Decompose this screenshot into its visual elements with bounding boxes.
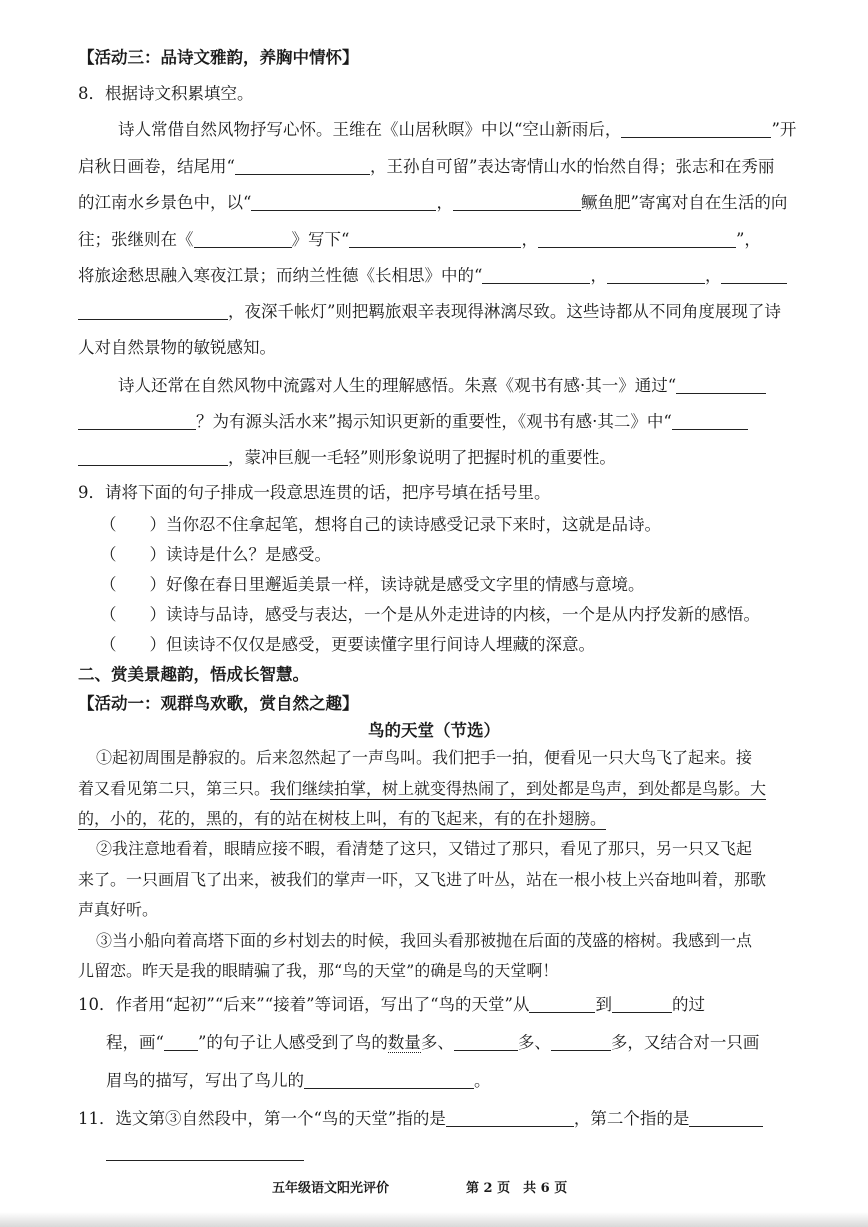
passage-line bbox=[78, 806, 606, 829]
answer-blank[interactable] bbox=[612, 995, 672, 1013]
passage-line: ②我注意地看着，眼睛应接不暇，看清楚了这只，又错过了那只，看见了那只，另一只又飞起 bbox=[96, 839, 753, 858]
q8-text: ， bbox=[590, 266, 607, 285]
order-bracket[interactable]: （ ） bbox=[100, 575, 166, 594]
section-header: 二、赏美景趣韵，悟成长智慧。 bbox=[78, 665, 309, 684]
passage-line bbox=[78, 776, 766, 799]
q10-text: 眉鸟的描写，写出了鸟儿的 bbox=[106, 1071, 304, 1090]
answer-blank[interactable] bbox=[78, 412, 196, 430]
q8-text: ？为有源头活水来”揭示知识更新的重要性，《观书有感·其二》中“ bbox=[196, 412, 672, 431]
q10-text: 多、 bbox=[420, 1033, 454, 1052]
q8-text: ，王孙自可留”表达寄情山水的怡然自得；张志和在秀丽 bbox=[369, 157, 775, 176]
q8-text: 鳜鱼肥”寄寓对自在生活的向 bbox=[580, 193, 788, 212]
q8-line-4 bbox=[78, 226, 761, 250]
q9-item bbox=[100, 511, 661, 535]
passage-line: ③当小船向着高塔下面的乡村划去的时候，我回头看那被抛在后面的茂盛的榕树。我感到一点 bbox=[96, 931, 753, 950]
answer-blank[interactable] bbox=[551, 1033, 611, 1051]
q8-line-7: 人对自然景物的敏锐感知。 bbox=[78, 338, 276, 357]
q8-text: 诗人还常在自然风物中流露对人生的理解感悟。朱熹《观书有感·其一》通过“ bbox=[118, 376, 677, 395]
q8-text: ，蒙冲巨舰一毛轻”则形象说明了把握时机的重要性。 bbox=[228, 448, 616, 467]
passage-title: 鸟的天堂（节选） bbox=[368, 721, 500, 740]
answer-blank[interactable] bbox=[672, 412, 748, 430]
q9-sentence: 读诗与品诗，感受与表达，一个是从外走进诗的内核，一个是从内抒发新的感悟。 bbox=[166, 605, 760, 624]
q11-text: 11．选文第③自然段中，第一个“鸟的天堂”指的是 bbox=[78, 1109, 446, 1128]
q8-text: 的江南水乡景色中，以“ bbox=[78, 193, 252, 212]
answer-blank[interactable] bbox=[529, 995, 595, 1013]
q8-line-2 bbox=[78, 153, 774, 177]
passage-line: 声真好听。 bbox=[78, 900, 159, 919]
underlined-sentence: 我们继续拍掌，树上就变得热闹了，到处都是鸟声，到处都是鸟影。大 bbox=[270, 779, 767, 798]
question-8-stem: 8．根据诗文积累填空。 bbox=[78, 84, 254, 103]
q9-sentence: 但读诗不仅仅是感受，更要读懂字里行间诗人埋藏的深意。 bbox=[166, 635, 595, 654]
order-bracket[interactable]: （ ） bbox=[100, 635, 166, 654]
q8-text: 往；张继则在《 bbox=[78, 230, 194, 249]
q8-text: ， bbox=[436, 193, 453, 212]
q8-text: 》写下“ bbox=[291, 230, 350, 249]
q9-sentence: 好像在春日里邂逅美景一样，读诗就是感受文字里的情感与意境。 bbox=[166, 575, 645, 594]
question-11-line-1 bbox=[78, 1105, 763, 1129]
answer-blank[interactable] bbox=[235, 157, 370, 175]
answer-blank[interactable] bbox=[607, 266, 705, 284]
footer-page-number: 第 2 页 共 6 页 bbox=[466, 1181, 568, 1196]
q9-item bbox=[100, 631, 595, 655]
question-9-stem: 9．请将下面的句子排成一段意思连贯的话，把序号填在括号里。 bbox=[78, 483, 551, 502]
order-bracket[interactable]: （ ） bbox=[100, 545, 166, 564]
answer-blank[interactable] bbox=[538, 230, 736, 248]
dotted-word: 数量 bbox=[387, 1033, 421, 1052]
order-bracket[interactable]: （ ） bbox=[100, 515, 166, 534]
q8-text: ”， bbox=[735, 230, 761, 249]
answer-blank[interactable] bbox=[621, 120, 771, 138]
q8-text: 启秋日画卷，结尾用“ bbox=[78, 157, 235, 176]
question-10-line-1 bbox=[78, 991, 705, 1015]
q10-text: 程，画“ bbox=[106, 1033, 164, 1052]
answer-blank[interactable] bbox=[194, 230, 292, 248]
answer-blank[interactable] bbox=[304, 1071, 474, 1089]
q8-text: 将旅途愁思融入寒夜江景；而纳兰性德《长相思》中的“ bbox=[78, 266, 483, 285]
q8-text: 诗人常借自然风物抒写心怀。王维在《山居秋暝》中以“空山新雨后， bbox=[118, 120, 622, 139]
answer-blank[interactable] bbox=[453, 193, 581, 211]
q8-text: ，夜深千帐灯”则把羁旅艰辛表现得淋漓尽致。这些诗都从不同角度展现了诗 bbox=[228, 302, 781, 321]
q9-sentence: 当你忍不住拿起笔，想将自己的读诗感受记录下来时，这就是品诗。 bbox=[166, 515, 661, 534]
answer-blank[interactable] bbox=[78, 448, 228, 466]
q10-text: 10．作者用“起初”“后来”“接着”等词语，写出了“鸟的天堂”从 bbox=[78, 995, 530, 1014]
page-edge-shadow bbox=[0, 1212, 868, 1227]
answer-blank[interactable] bbox=[106, 1143, 304, 1161]
answer-blank[interactable] bbox=[78, 302, 228, 320]
q11-text: ，第二个指的是 bbox=[573, 1109, 690, 1128]
passage-text: 着又看见第二只，第三只。 bbox=[78, 779, 271, 798]
q9-item bbox=[100, 541, 331, 565]
q8-line-3 bbox=[78, 189, 787, 213]
q9-item bbox=[100, 571, 645, 595]
q8-text: ， bbox=[704, 266, 722, 285]
q8-text: ”开 bbox=[771, 120, 797, 139]
q8-line-1 bbox=[118, 116, 796, 140]
question-11-line-2 bbox=[106, 1143, 304, 1162]
passage-line: 儿留恋。昨天是我的眼睛骗了我，那“鸟的天堂”的确是鸟的天堂啊！ bbox=[78, 961, 559, 980]
q10-text: 到 bbox=[595, 995, 612, 1014]
q8-line-6 bbox=[78, 298, 781, 322]
answer-blank[interactable] bbox=[446, 1109, 574, 1127]
passage-line: 来了。一只画眉飞了出来，被我们的掌声一吓，又飞进了叶丛，站在一根小枝上兴奋地叫着，那歌 bbox=[78, 870, 767, 889]
q8-text: ， bbox=[521, 230, 538, 249]
q8-p2-line-3 bbox=[78, 444, 616, 468]
question-10-line-3 bbox=[106, 1067, 491, 1091]
answer-blank[interactable] bbox=[721, 266, 787, 284]
q10-text: 多，又结合对一只画 bbox=[610, 1033, 760, 1052]
q10-text: ”的句子让人感受到了鸟的 bbox=[197, 1033, 388, 1052]
q8-p2-line-1 bbox=[118, 372, 766, 396]
q10-text: 。 bbox=[474, 1071, 491, 1090]
question-10-line-2 bbox=[106, 1029, 759, 1053]
order-bracket[interactable]: （ ） bbox=[100, 605, 166, 624]
q8-p2-line-2 bbox=[78, 408, 748, 432]
q8-line-5 bbox=[78, 262, 787, 286]
q9-sentence: 读诗是什么？是感受。 bbox=[166, 545, 331, 564]
q10-text: 多、 bbox=[517, 1033, 551, 1052]
answer-blank[interactable] bbox=[676, 376, 766, 394]
answer-blank[interactable] bbox=[482, 266, 590, 284]
passage-line: ①起初周围是静寂的。后来忽然起了一声鸟叫。我们把手一拍，便看见一只大鸟飞了起来。接 bbox=[96, 748, 753, 767]
activity-header: 【活动一：观群鸟欢歌，赏自然之趣】 bbox=[78, 694, 359, 713]
answer-blank[interactable] bbox=[164, 1033, 198, 1051]
answer-blank[interactable] bbox=[454, 1033, 518, 1051]
answer-blank[interactable] bbox=[349, 230, 521, 248]
answer-blank[interactable] bbox=[689, 1109, 763, 1127]
q10-text: 的过 bbox=[671, 995, 705, 1014]
answer-blank[interactable] bbox=[251, 193, 436, 211]
footer-exam-name: 五年级语文阳光评价 bbox=[272, 1181, 390, 1196]
underlined-sentence: 的，小的，花的，黑的，有的站在树枝上叫，有的飞起来，有的在扑翅膀。 bbox=[78, 809, 607, 828]
q9-item bbox=[100, 601, 760, 625]
activity-header: 【活动三：品诗文雅韵，养胸中情怀】 bbox=[78, 48, 359, 67]
